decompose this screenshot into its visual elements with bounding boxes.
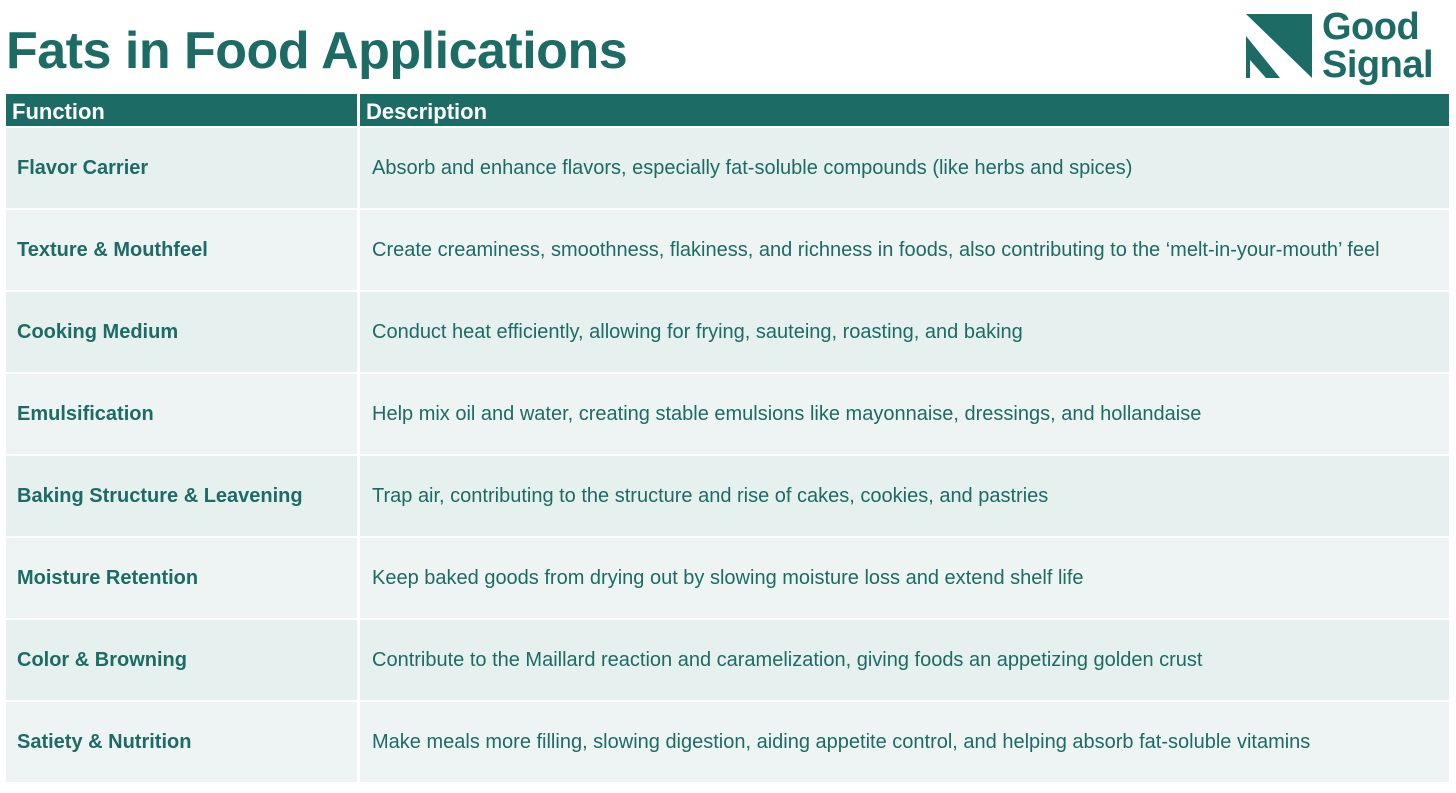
- function-cell: Cooking Medium: [6, 290, 357, 372]
- table-row: [6, 290, 1449, 372]
- function-cell: Color & Browning: [6, 618, 357, 700]
- description-cell: Trap air, contributing to the structure and rise of cakes, cookies, and pastries: [357, 454, 1449, 536]
- description-cell: Conduct heat efficiently, allowing for frying, sauteing, roasting, and baking: [357, 290, 1449, 372]
- table-row: [6, 536, 1449, 618]
- logo-line-1: Good: [1322, 6, 1420, 48]
- table-body: [6, 126, 1449, 782]
- description-cell: Absorb and enhance flavors, especially fat-soluble compounds (like herbs and spices): [357, 126, 1449, 208]
- table-row: [6, 208, 1449, 290]
- logo-wordmark: [1322, 8, 1433, 84]
- logo-mark-icon: [1246, 14, 1314, 80]
- function-cell: Emulsification: [6, 372, 357, 454]
- table-row: [6, 618, 1449, 700]
- table-row: [6, 454, 1449, 536]
- function-cell: Baking Structure & Leavening: [6, 454, 357, 536]
- table-row: [6, 126, 1449, 208]
- good-signal-logo: [1246, 6, 1446, 90]
- functions-table: [6, 94, 1449, 782]
- logo-line-2: Signal: [1322, 44, 1434, 86]
- page-title: Fats in Food Applications: [6, 22, 628, 80]
- description-cell: Create creaminess, smoothness, flakiness, and richness in foods, also contributing to the ‘melt-in-your-mouth’ feel: [357, 208, 1449, 290]
- table-row: [6, 372, 1449, 454]
- description-cell: Contribute to the Maillard reaction and caramelization, giving foods an appetizing golden crust: [357, 618, 1449, 700]
- description-cell: Make meals more filling, slowing digestion, aiding appetite control, and helping absorb fat-soluble vitamins: [357, 700, 1449, 782]
- column-header-description: Description: [357, 94, 1449, 126]
- table-row: [6, 700, 1449, 782]
- description-cell: Keep baked goods from drying out by slowing moisture loss and extend shelf life: [357, 536, 1449, 618]
- function-cell: Texture & Mouthfeel: [6, 208, 357, 290]
- description-cell: Help mix oil and water, creating stable emulsions like mayonnaise, dressings, and hollandaise: [357, 372, 1449, 454]
- function-cell: Flavor Carrier: [6, 126, 357, 208]
- function-cell: Moisture Retention: [6, 536, 357, 618]
- function-cell: Satiety & Nutrition: [6, 700, 357, 782]
- table-header: [6, 94, 1449, 126]
- column-header-function: Function: [12, 99, 105, 124]
